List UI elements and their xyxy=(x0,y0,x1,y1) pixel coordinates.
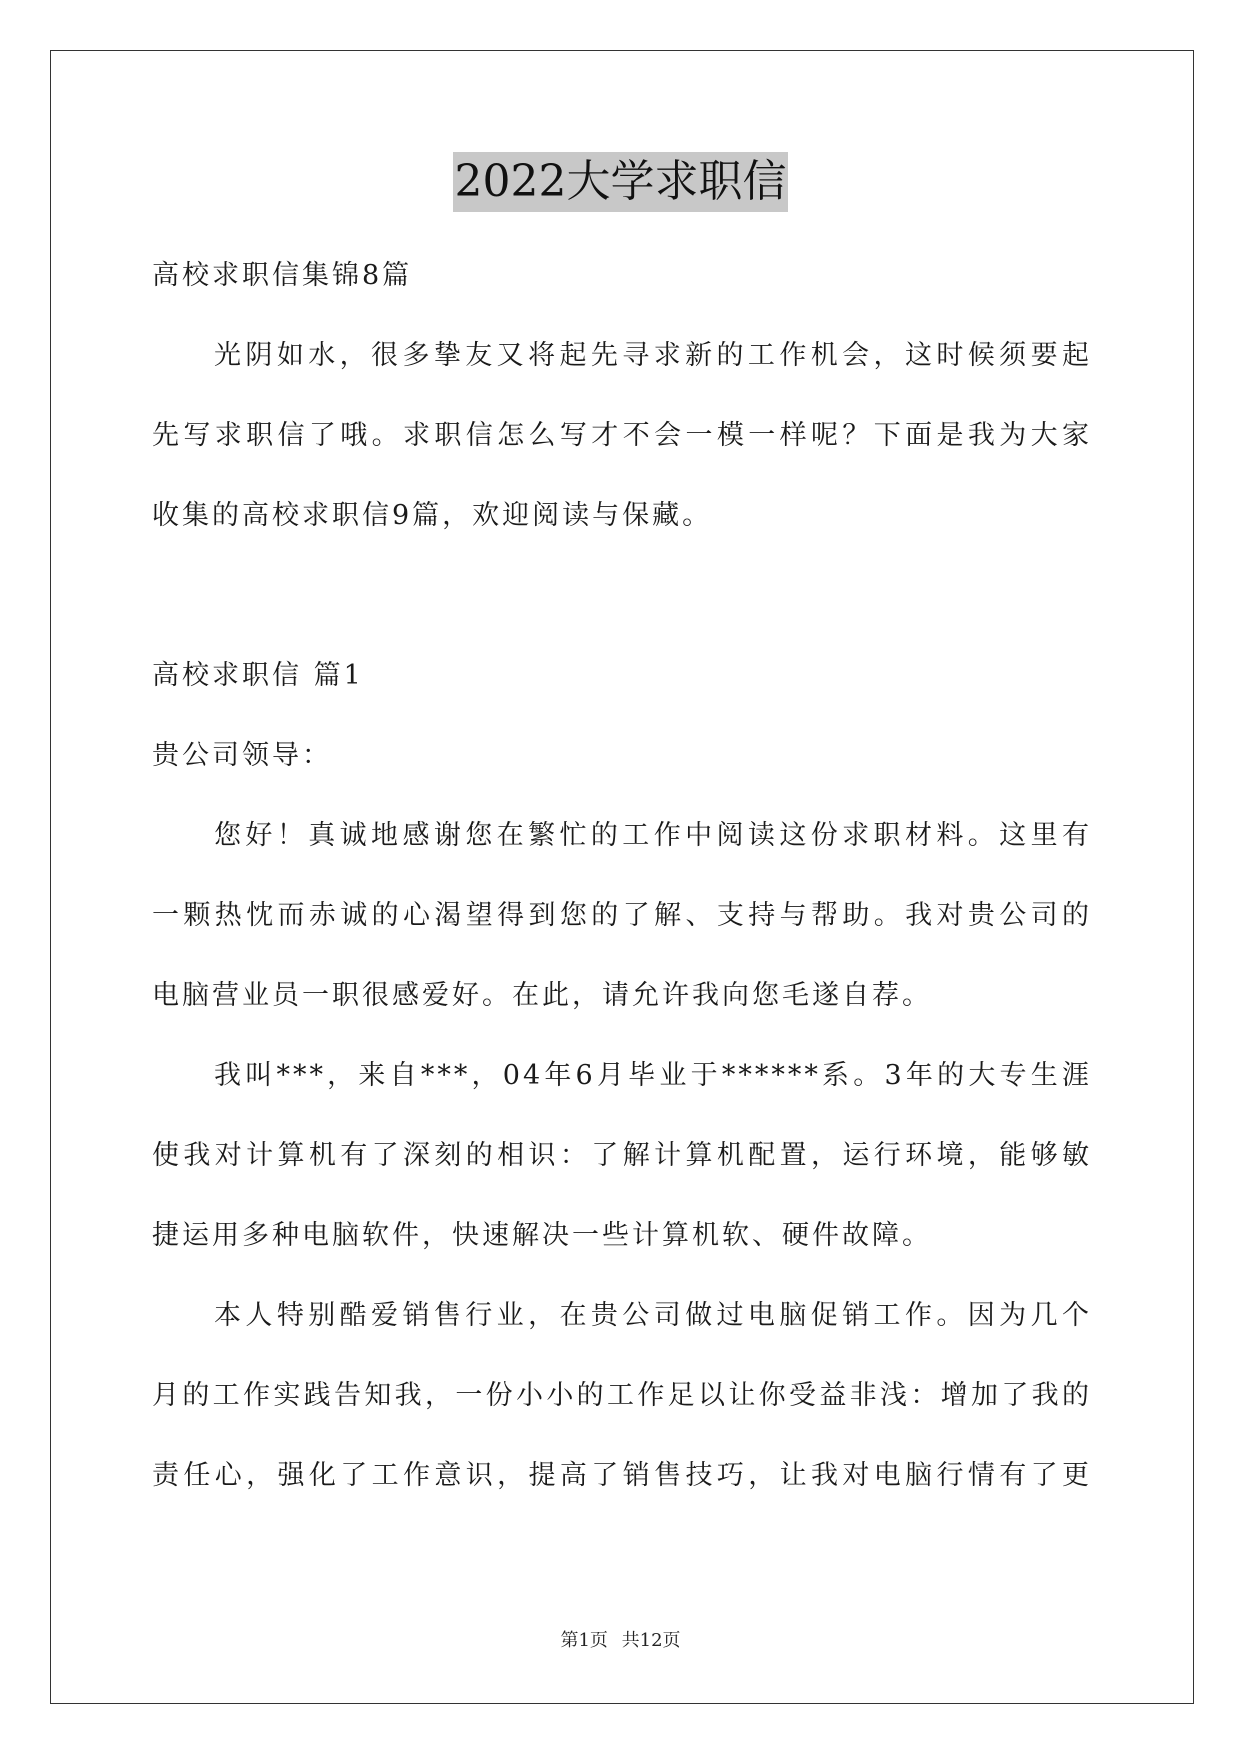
page-number: 第1页 xyxy=(560,1630,608,1651)
paragraph1-line-3: 电脑营业员一职很感爱好。在此，请允许我向您毛遂自荐。 xyxy=(152,980,932,1011)
document-title: 2022大学求职信 xyxy=(453,152,789,212)
paragraph3-line-1: 本人特别酷爱销售行业，在贵公司做过电脑促销工作。因为几个 xyxy=(214,1300,1092,1331)
salutation: 贵公司领导： xyxy=(152,740,332,771)
intro-line-1: 光阴如水，很多挚友又将起先寻求新的工作机会，这时候须要起 xyxy=(214,340,1092,371)
document-body xyxy=(152,236,1092,1516)
page-footer xyxy=(0,1626,1241,1652)
title-container xyxy=(0,152,1241,212)
intro-line-2: 先写求职信了哦。求职信怎么写才不会一模一样呢？下面是我为大家 xyxy=(152,420,1092,451)
document-subtitle: 高校求职信集锦8篇 xyxy=(152,260,413,291)
section-heading: 高校求职信 篇1 xyxy=(152,660,364,691)
paragraph1-line-2: 一颗热忱而赤诚的心渴望得到您的了解、支持与帮助。我对贵公司的 xyxy=(152,900,1092,931)
paragraph3-line-2: 月的工作实践告知我，一份小小的工作足以让你受益非浅：增加了我的 xyxy=(152,1380,1092,1411)
paragraph2-line-2: 使我对计算机有了深刻的相识：了解计算机配置，运行环境，能够敏 xyxy=(152,1140,1092,1171)
paragraph2-line-3: 捷运用多种电脑软件，快速解决一些计算机软、硬件故障。 xyxy=(152,1220,932,1251)
paragraph2-line-1: 我叫***，来自***，04年6月毕业于******系。3年的大专生涯 xyxy=(214,1060,1092,1091)
intro-line-3: 收集的高校求职信9篇，欢迎阅读与保藏。 xyxy=(152,500,713,531)
paragraph1-line-1: 您好！真诚地感谢您在繁忙的工作中阅读这份求职材料。这里有 xyxy=(214,820,1092,851)
paragraph3-line-3: 责任心，强化了工作意识，提高了销售技巧，让我对电脑行情有了更 xyxy=(152,1460,1092,1491)
page-total: 共12页 xyxy=(621,1630,681,1651)
